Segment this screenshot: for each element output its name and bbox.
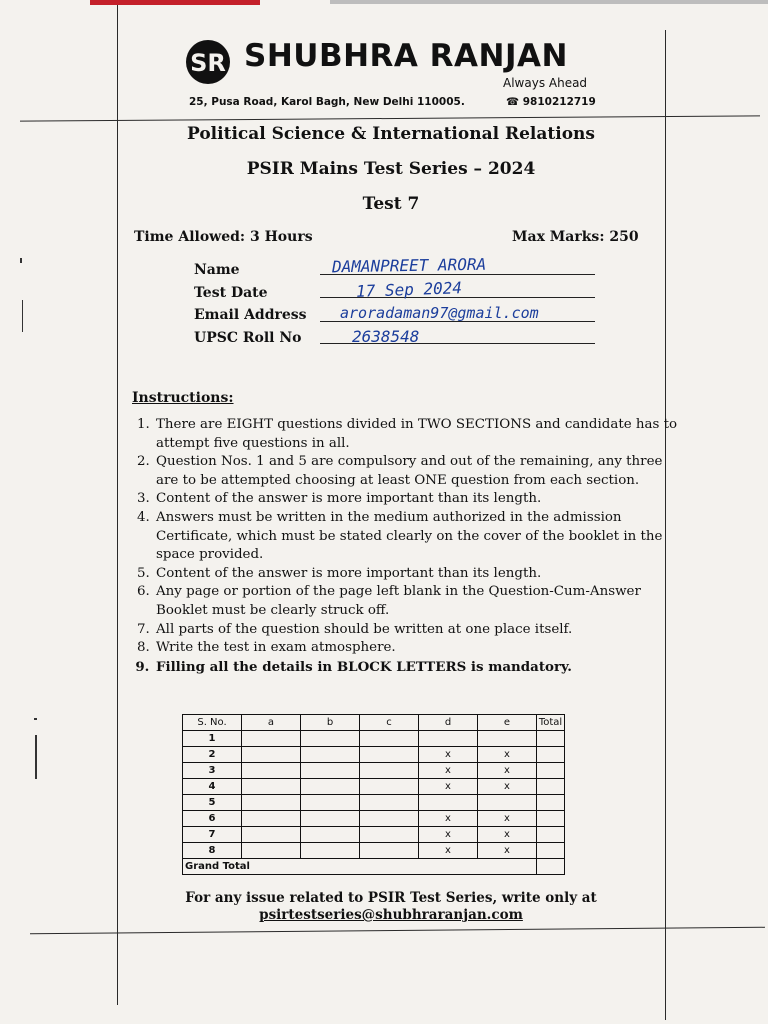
marks-cell[interactable] (301, 731, 360, 747)
marks-cell[interactable] (537, 747, 565, 763)
marks-cell[interactable] (301, 811, 360, 827)
marks-cell[interactable] (360, 795, 419, 811)
marks-cell[interactable] (242, 795, 301, 811)
support-email-link[interactable]: psirtestseries@shubhraranjan.com (259, 907, 523, 923)
top-red-strip (90, 0, 260, 5)
column-header: S. No. (183, 715, 242, 731)
marks-cell[interactable] (242, 747, 301, 763)
instruction-item: 7. All parts of the question should be written at one place itself. (154, 621, 684, 640)
left-border-line (117, 5, 118, 1005)
email-field[interactable]: aroradaman97@gmail.com (340, 304, 539, 322)
roll-no-field[interactable]: 2638548 (352, 327, 420, 346)
grand-total-label: Grand Total (183, 859, 537, 875)
name-label: Name (194, 262, 240, 278)
marks-cell[interactable] (419, 731, 478, 747)
column-header: d (419, 715, 478, 731)
table-header-row (183, 715, 565, 731)
table-row (183, 795, 565, 811)
name-field[interactable]: DAMANPREET ARORA (331, 254, 487, 277)
marks-cell[interactable] (360, 827, 419, 843)
table-row (183, 843, 565, 859)
row-number-cell: 3 (183, 763, 242, 779)
marks-cell[interactable] (537, 795, 565, 811)
punch-mark (35, 735, 37, 779)
instruction-item: 5. Content of the answer is more important than its length. (154, 565, 684, 584)
marks-cell[interactable] (360, 747, 419, 763)
instructions-list (132, 416, 684, 676)
row-number-cell: 5 (183, 795, 242, 811)
column-header: b (301, 715, 360, 731)
marks-cell[interactable] (537, 827, 565, 843)
marks-cell[interactable]: x (478, 763, 537, 779)
brand-tagline: Always Ahead (503, 76, 588, 90)
marks-cell[interactable] (242, 827, 301, 843)
instruction-item: 9. Filling all the details in BLOCK LETTERS is mandatory. (154, 658, 684, 677)
test-title: Test 7 (362, 194, 420, 214)
marks-cell[interactable] (301, 827, 360, 843)
test-date-field[interactable]: 17 Sep 2024 (355, 278, 463, 301)
table-row (183, 747, 565, 763)
brand-name: SHUBHRA RANJAN (244, 38, 568, 74)
marks-cell[interactable] (301, 779, 360, 795)
marks-cell[interactable]: x (478, 747, 537, 763)
marks-cell[interactable] (360, 763, 419, 779)
marks-cell[interactable] (537, 779, 565, 795)
row-number-cell: 7 (183, 827, 242, 843)
instruction-item: 1. There are EIGHT questions divided in TWO SECTIONS and candidate has to attempt five questions in all. (154, 416, 684, 453)
column-header: c (360, 715, 419, 731)
marks-cell[interactable]: x (478, 827, 537, 843)
instructions-heading: Instructions: (132, 390, 234, 406)
column-header: Total (537, 715, 565, 731)
test-date-label: Test Date (194, 285, 268, 301)
marks-cell[interactable]: x (419, 779, 478, 795)
shubhra-ranjan-logo-icon (183, 38, 233, 86)
instruction-item: 8. Write the test in exam atmosphere. (154, 639, 684, 658)
footer-note: For any issue related to PSIR Test Series, write only at (185, 890, 597, 906)
page-top-edge (0, 0, 768, 6)
subject-title: Political Science & International Relations (187, 124, 595, 144)
marks-cell[interactable] (242, 843, 301, 859)
marks-cell[interactable]: x (478, 779, 537, 795)
marks-cell[interactable] (419, 795, 478, 811)
top-grey-strip (330, 0, 768, 4)
marks-cell[interactable] (478, 795, 537, 811)
marks-cell[interactable]: x (419, 811, 478, 827)
row-number-cell: 4 (183, 779, 242, 795)
marks-cell[interactable] (301, 843, 360, 859)
series-title: PSIR Mains Test Series – 2024 (246, 159, 536, 179)
footer-divider-line (30, 927, 765, 934)
row-number-cell: 8 (183, 843, 242, 859)
marks-cell[interactable] (360, 779, 419, 795)
marks-cell[interactable]: x (419, 827, 478, 843)
marks-cell[interactable] (537, 731, 565, 747)
marks-cell[interactable] (242, 763, 301, 779)
column-header: a (242, 715, 301, 731)
time-allowed: Time Allowed: 3 Hours (134, 229, 313, 245)
marks-cell[interactable] (537, 843, 565, 859)
marks-table-body (183, 731, 565, 875)
instruction-item: 3. Content of the answer is more important than its length. (154, 490, 684, 509)
table-row (183, 811, 565, 827)
instruction-item: 4. Answers must be written in the medium authorized in the admission Certificate, which must be stated clearly on the cover of the booklet in the space provided. (154, 509, 684, 565)
punch-mark (34, 718, 37, 720)
marks-cell[interactable] (301, 795, 360, 811)
marks-cell[interactable] (242, 779, 301, 795)
marks-cell[interactable] (301, 763, 360, 779)
marks-cell[interactable]: x (419, 747, 478, 763)
table-row (183, 731, 565, 747)
marks-cell[interactable] (537, 811, 565, 827)
grand-total-row (183, 859, 565, 875)
email-label: Email Address (194, 307, 307, 323)
marks-cell[interactable] (478, 731, 537, 747)
row-number-cell: 2 (183, 747, 242, 763)
table-row (183, 763, 565, 779)
table-row (183, 779, 565, 795)
marks-cell[interactable]: x (478, 811, 537, 827)
marks-cell[interactable]: x (478, 843, 537, 859)
marks-cell[interactable] (242, 731, 301, 747)
punch-mark (22, 300, 23, 332)
marks-cell[interactable]: x (419, 843, 478, 859)
svg-text:SR: SR (190, 49, 226, 77)
max-marks: Max Marks: 250 (512, 229, 639, 245)
row-number-cell: 1 (183, 731, 242, 747)
punch-mark (20, 258, 22, 263)
marks-cell[interactable] (242, 811, 301, 827)
marks-table (182, 714, 565, 875)
instruction-item: 6. Any page or portion of the page left blank in the Question-Cum-Answer Booklet must be clearly struck off. (154, 583, 684, 620)
institute-phone: ☎ 9810212719 (506, 96, 596, 108)
roll-no-label: UPSC Roll No (194, 330, 302, 346)
marks-cell[interactable] (360, 843, 419, 859)
marks-cell[interactable]: x (419, 763, 478, 779)
institute-address: 25, Pusa Road, Karol Bagh, New Delhi 110005. (189, 96, 465, 108)
marks-cell[interactable] (360, 731, 419, 747)
column-header: e (478, 715, 537, 731)
table-row (183, 827, 565, 843)
grand-total-cell[interactable] (537, 859, 565, 875)
instruction-item: 2. Question Nos. 1 and 5 are compulsory and out of the remaining, any three are to be attempted choosing at least ONE question from each section. (154, 453, 684, 490)
marks-cell[interactable] (360, 811, 419, 827)
header-divider-line (20, 115, 760, 121)
marks-cell[interactable] (301, 747, 360, 763)
row-number-cell: 6 (183, 811, 242, 827)
marks-cell[interactable] (537, 763, 565, 779)
